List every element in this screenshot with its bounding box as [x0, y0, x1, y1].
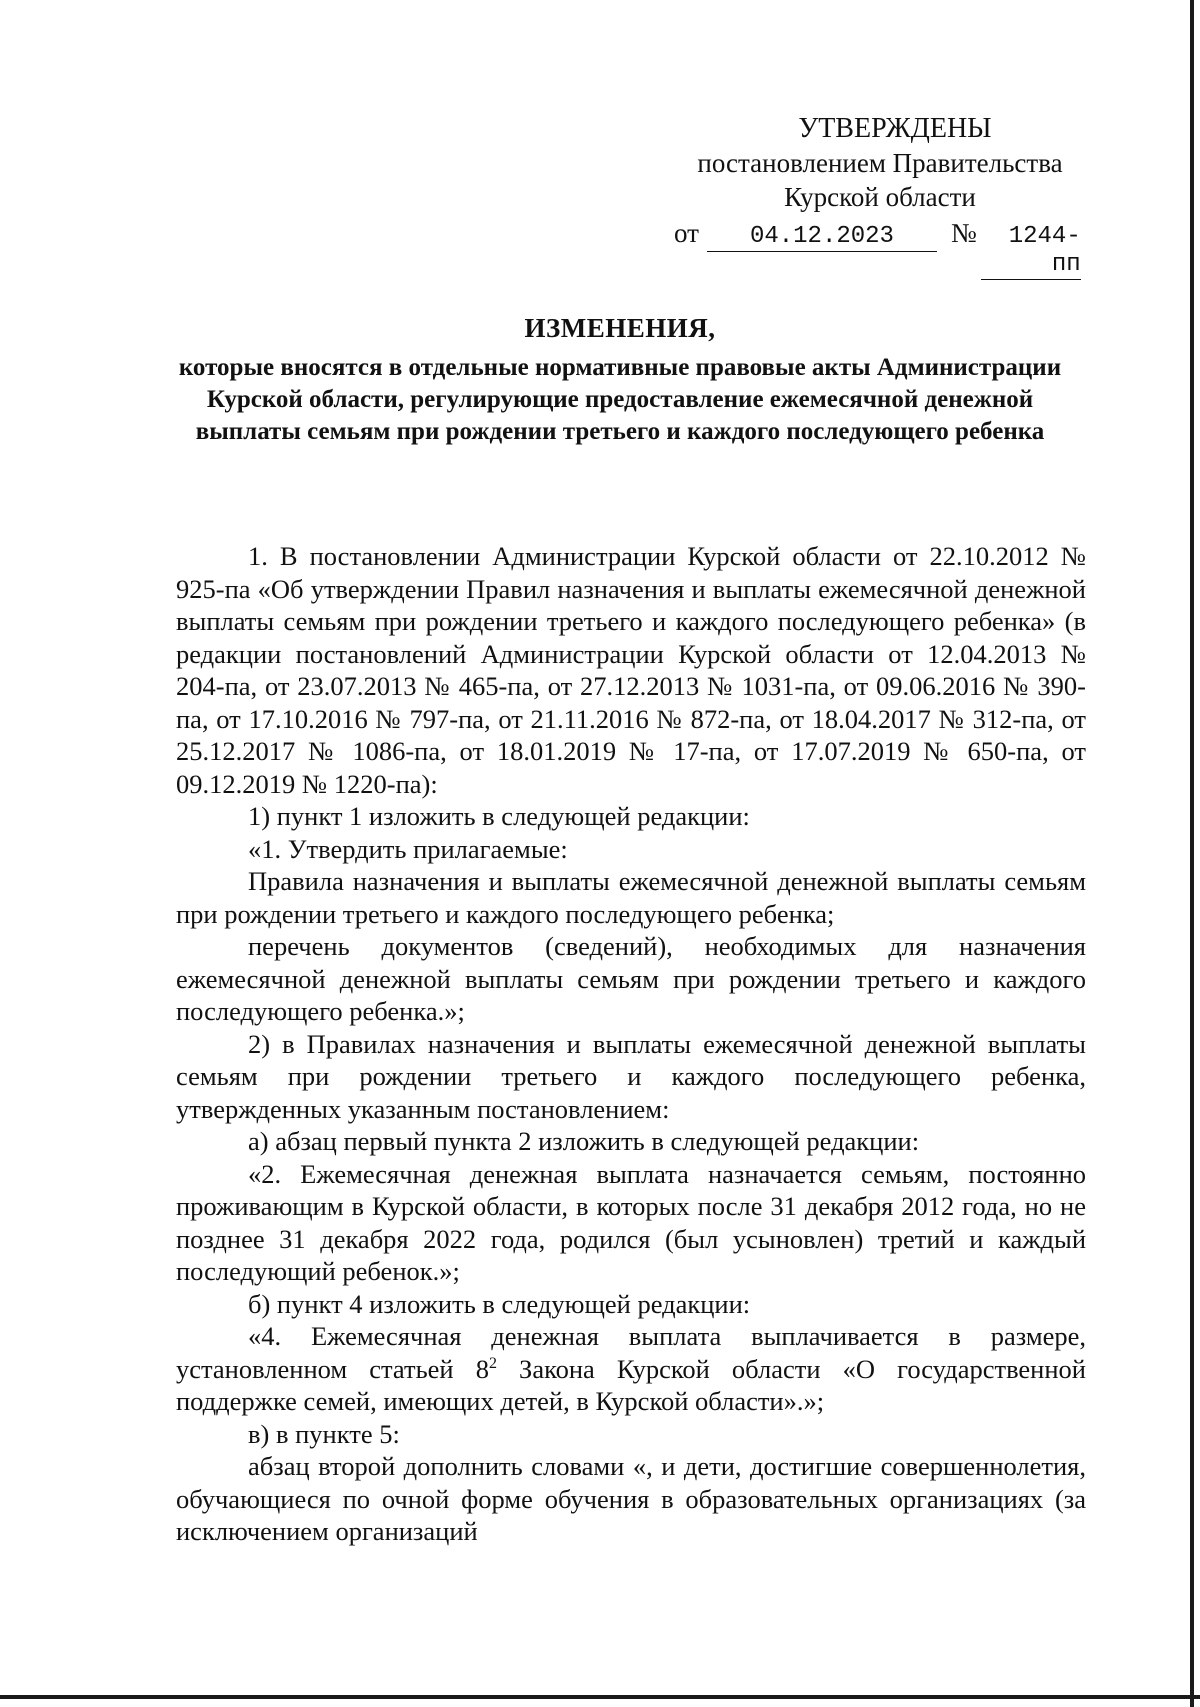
approval-date-number-row	[674, 216, 1100, 280]
paragraph-11: в) в пункте 5:	[248, 1418, 400, 1449]
paragraph-10-part-b: Закона Курской области «О государственной поддержке семей, имеющих детей, в Курской области».»;	[176, 1353, 1086, 1416]
paragraph-10	[176, 1320, 1086, 1418]
heading-title: ИЗМЕНЕНИЯ,	[524, 313, 716, 343]
paragraph-7: а) абзац первый пункта 2 изложить в следующей редакции:	[248, 1126, 920, 1156]
article-superscript: 2	[488, 1354, 497, 1372]
number-label: №	[950, 218, 977, 248]
paragraph-3: «1. Утвердить прилагаемые:	[248, 833, 568, 864]
approval-line-3: Курской области	[784, 182, 976, 212]
paragraph-1: 1. В постановлении Администрации Курской области от 22.10.2012 № 925-па «Об утверждении Правил назначения и выплаты ежемесячной денежной выплаты семьям при рождении третьего и каждого последующего ребенка» (в редакции постановлений Администрации Курской области от 12.04.2013 № 204-па, от 23.07.2013 № 465-па, от 27.12.2013 № 1031-па, от 09.06.2016 № 390-па, от 17.10.2016 № 797-па, от 21.11.2016 № 872-па, от 18.04.2017 № 312-па, от 25.12.2017 № 1086-па, от 18.01.2019 № 17-па, от 17.07.2019 № 650-па, от 09.12.2019 № 1220-па):	[176, 541, 1086, 799]
paragraph-12: абзац второй дополнить словами «, и дети, достигшие совершеннолетия, обучающиеся по очной форме обучения в образовательных организациях (за исключением организаций	[176, 1451, 1086, 1546]
paragraph-9: б) пункт 4 изложить в следующей редакции:	[248, 1288, 751, 1319]
document-heading	[170, 310, 1070, 448]
approval-line-2: постановлением Правительства	[697, 148, 1063, 178]
paragraph-2: 1) пункт 1 изложить в следующей редакции:	[248, 801, 750, 831]
paragraph-10-part-a: «4. Ежемесячная денежная выплата выплачивается в размере, установленном статьей 8	[176, 1321, 1086, 1384]
approval-title: УТВЕРЖДЕНЫ	[798, 113, 992, 144]
paragraph-8: «2. Ежемесячная денежная выплата назначается семьям, постоянно проживающим в Курской области, в которых после 31 декабря 2012 года, но не позднее 31 декабря 2022 года, родился (был усыновлен) третий и каждый последующий ребенок.»;	[176, 1158, 1086, 1286]
approval-date: 04.12.2023	[707, 223, 937, 252]
scan-edge-bottom	[0, 1695, 1200, 1699]
paragraph-5: перечень документов (сведений), необходимых для назначения ежемесячной денежной выплаты семьям при рождении третьего и каждого последующего ребенка.»;	[176, 931, 1086, 1026]
heading-subtitle: которые вносятся в отдельные нормативные правовые акты Администрации Курской области, регулирующие предоставление ежемесячной денежной выплаты семьям при рождении третьего и каждого последующего ребенка	[178, 354, 1062, 445]
scan-edge-right	[1190, 0, 1194, 1707]
approval-block	[660, 112, 1100, 280]
paragraph-4: Правила назначения и выплаты ежемесячной денежной выплаты семьям при рождении третьего и каждого последующего ребенка;	[176, 866, 1086, 929]
approval-number: 1244-пп	[981, 223, 1081, 280]
paragraph-6: 2) в Правилах назначения и выплаты ежемесячной денежной выплаты семьям при рождении третьего и каждого последующего ребенка, утвержденных указанным постановлением:	[176, 1028, 1086, 1124]
document-body	[176, 540, 1086, 1548]
from-label: от	[674, 218, 699, 248]
